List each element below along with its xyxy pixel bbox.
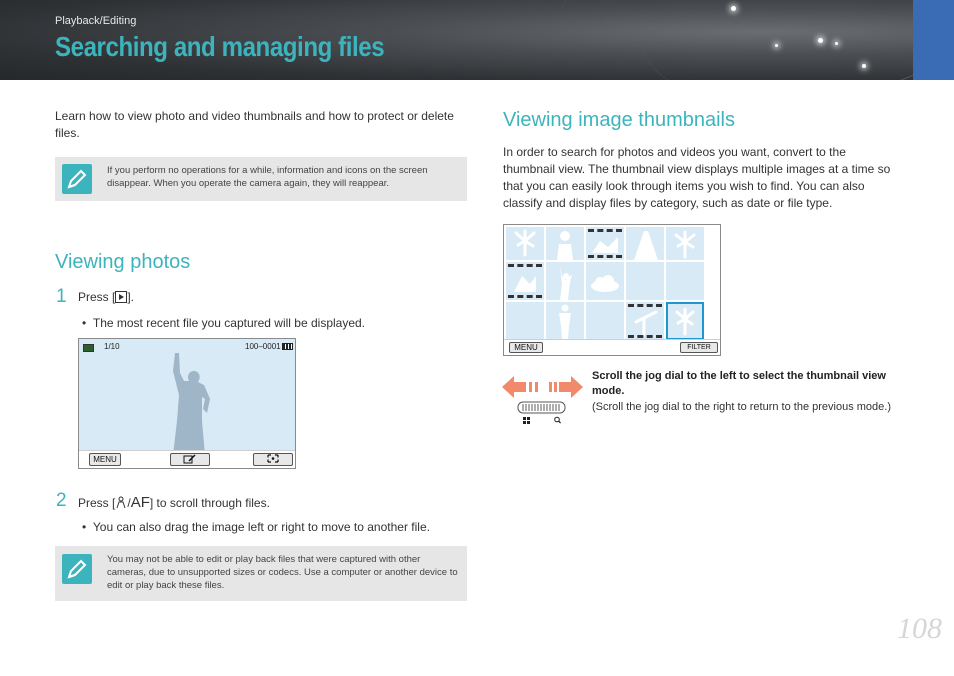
thumbnail[interactable] [586,262,624,300]
bullet-text: You can also drag the image left or right to move to another file. [92,520,430,534]
file-counter: 1/10 [104,342,120,351]
step-2-bullet [82,520,430,534]
thumbnail[interactable] [506,302,544,340]
thumbnails-body-text: In order to search for photos and videos you want, convert to the thumbnail view. The thumbnail view displays multiple images at a time so that you can easily look through items you wish to find. You can also classify and display files by category, such as date or file type. [503,145,891,210]
video-thumbnail[interactable] [586,227,624,260]
fullscreen-button[interactable] [253,453,293,466]
step-1-text-after: ]. [127,290,135,304]
thumbnail[interactable] [666,262,704,300]
bullet-dot: • [82,520,93,534]
jog-dial-diagram [502,374,586,426]
fullscreen-icon [267,454,279,463]
edit-icon [183,454,197,464]
bottom-bar [79,450,295,468]
step-2-text-before: Press [ [78,496,116,510]
pencil-note-icon [62,554,92,584]
thumbnail[interactable] [626,227,664,260]
photo-mode-icon [83,344,94,352]
zoom-icon [555,417,561,423]
playback-screen [78,338,296,469]
sparkle-icon [731,6,736,11]
sparkle-icon [818,38,823,43]
thumbnail[interactable] [546,227,584,260]
edit-button[interactable] [170,453,210,466]
note-box [55,157,467,201]
arrow-left-icon [502,376,526,398]
thumbnail[interactable] [546,262,584,300]
pencil-note-icon [62,164,92,194]
battery-icon [282,343,293,350]
thumbnail-mode-icon [523,417,530,424]
step-1-text [78,290,134,304]
file-number: 100–0001 [245,342,281,351]
person-silhouette [167,351,219,455]
intro-text: Learn how to view photo and video thumbnails and how to protect or delete files. [55,109,454,140]
step-2-slash: / [127,496,131,510]
note-box [55,546,467,601]
thumbnail[interactable] [586,302,624,340]
video-thumbnail[interactable] [626,302,664,340]
header-decoration [628,0,954,80]
section-title-viewing-photos: Viewing photos [55,251,191,273]
thumbnail[interactable] [666,227,704,260]
note-text: You may not be able to edit or play back files that were captured with other cameras, due to unsupported sizes or codecs. Use a computer or another device to edit or play back these files. [107,554,458,591]
breadcrumb: Playback/Editing [55,15,137,27]
step-1-text-before: Press [ [78,290,116,304]
step-1-bullet [82,316,365,330]
section-title-viewing-thumbnails: Viewing image thumbnails [503,109,735,131]
jog-instruction: (Scroll the jog dial to the right to return to the previous mode.) [592,401,891,413]
af-button-label: AF [130,494,150,511]
sparkle-icon [775,44,778,47]
step-2-text-after: ] to scroll through files. [149,496,270,510]
sparkle-icon [835,42,838,45]
sparkle-icon [862,64,866,68]
thumbnail-screen [503,224,721,356]
video-thumbnail[interactable] [506,262,544,300]
thumbnail[interactable] [626,262,664,300]
bullet-dot: • [82,316,93,330]
chapter-tab[interactable] [913,0,954,80]
menu-button[interactable]: MENU [509,342,543,353]
page-title: Searching and managing files [55,31,385,62]
step-number: 2 [56,490,67,511]
page-number: 108 [897,612,942,645]
note-text: If you perform no operations for a while, information and icons on the screen disappear. When you operate the camera again, they will reappear. [107,165,428,189]
step-number: 1 [56,286,67,307]
thumbnail[interactable] [506,227,544,260]
play-button-icon [115,291,127,303]
filter-button[interactable]: FILTER [680,342,718,353]
jog-instruction-bold: Scroll the jog dial to the left to select the thumbnail view mode. [592,370,886,397]
scene-mode-icon [115,496,127,509]
step-2-text [78,494,270,511]
arrow-right-icon [559,376,583,398]
thumbnail[interactable] [546,302,584,340]
menu-button[interactable]: MENU [89,453,121,466]
page-header [0,0,954,80]
selected-thumbnail[interactable] [666,302,704,340]
bullet-text: The most recent file you captured will be displayed. [92,316,366,330]
bottom-bar [504,339,720,355]
